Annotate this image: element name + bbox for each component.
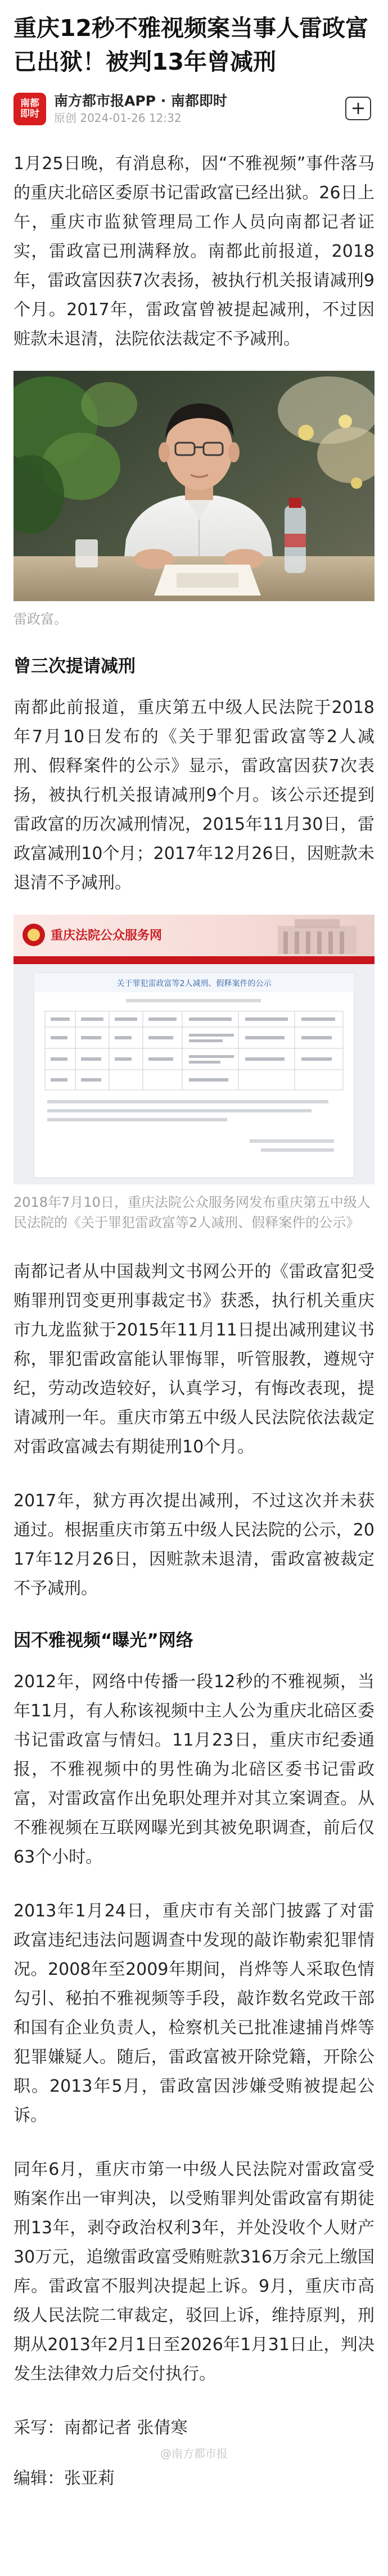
paragraph-6: 2013年1月24日，重庆市有关部门披露了对雷政富违纪违法问题调查中发现的敲诈勒索犯罪情况。2008年至2009年期间，肖烨等人采取色情勾引、秘拍不雅视频等手段，敲诈数名党政干部和国有企业负责人，检察机关已批准逮捕肖烨等犯罪嫌疑人。随后，雷政富被开除党籍，开除公职。2013年5月，雷政富因涉嫌受贿被提起公诉。 [13, 1901, 375, 2125]
paragraph-3: 南都记者从中国裁判文书网公开的《雷政富犯受贿罪刑罚变更刑事裁定书》获悉，执行机关重庆市九龙监狱于2015年11月11日提出减刑建议书称，罪犯雷政富能认罪悔罪，听管服教，遵规守纪，劳动改造较好，认真学习，有悔改表现，提请减刑一年。重庆市第五中级人民法院依法裁定对雷政富减去有期徒刑10个月。 [13, 1262, 375, 1457]
court-notice-title: 关于罪犯雷政富等2人减刑、假释案件的公示 [116, 979, 272, 988]
source-row [13, 91, 375, 127]
source-info [54, 92, 227, 126]
section-heading-1: 曾三次提请减刑 [13, 656, 136, 676]
paragraph-1: 1月25日晚，有消息称，因“不雅视频”事件落马的重庆北碚区委原书记雷政富已经出狱。26日上午，重庆市监狱管理局工作人员向南都记者证实，雷政富已刑满释放。南都此前报道，2018年，雷政富因获7次表扬，被执行机关报请减刑9个月。2017年，雷政富曾被提起减刑，不过因赃款未退清，法院依法裁定不予减刑。 [13, 154, 375, 349]
paragraph-2: 南都此前报道，重庆第五中级人民法院于2018年7月10日发布的《关于罪犯雷政富等2人减刑、假释案件的公示》显示，雷政富因获7次表扬，被执行机关报请减刑9个月。该公示还提到雷政富的历次减刑情况，2015年11月30日，雷政富减刑10个月；2017年12月26日，因赃款未退清不予减刑。 [13, 698, 375, 893]
writer-credit: 采写：南都记者 张倩寒 [13, 2418, 188, 2438]
court-screenshot-image [13, 915, 375, 1184]
court-screenshot-caption: 2018年7月10日，重庆法院公众服务网发布重庆第五中级人民法院的《关于罪犯雷政富等2人减刑、假释案件的公示》 [13, 1194, 371, 1230]
publish-meta: 原创 2024-01-26 12:32 [54, 111, 182, 125]
photo-lei-zhengfu[interactable] [13, 371, 375, 601]
watermark: @南方都市报 [160, 2447, 228, 2460]
plus-icon: + [350, 97, 366, 119]
paragraph-5: 2012年，网络中传播一段12秒的不雅视频，当年11月，有人称该视频中主人公为重庆北碚区委书记雷政富与情妇。11月23日，重庆市纪委通报，不雅视频中的男性确为北碚区委书记雷政富，对雷政富作出免职处理并对其立案调查。从不雅视频在互联网曝光到其被免职调查，前后仅63个小时。 [13, 1672, 375, 1867]
photo-image [13, 371, 375, 601]
court-website-screenshot[interactable] [13, 915, 375, 1184]
article-title: 重庆12秒不雅视频案当事人雷政富已出狱！被判13年曾减刑 [13, 15, 369, 75]
section-heading-2: 因不雅视频“曝光”网络 [13, 1630, 193, 1651]
paragraph-4: 2017年，狱方再次提出减刑，不过这次并未获通过。根据重庆市第五中级人民法院的公示，2017年12月26日，因赃款未退清，雷政富被裁定不予减刑。 [13, 1491, 375, 1598]
paragraph-7: 同年6月，重庆市第一中级人民法院对雷政富受贿案作出一审判决，以受贿罪判处雷政富有期徒刑13年，剥夺政治权利3年，并处没收个人财产30万元，追缴雷政富受贿赃款316万余元上缴国库。雷政富不服判决提起上诉。9月，重庆市高级人民法院二审裁定，驳回上诉，维持原判，刑期从2013年2月1日至2026年1月31日止，判决发生法律效力后交付执行。 [13, 2160, 375, 2384]
editor-credit: 编辑：张亚莉 [13, 2469, 115, 2488]
photo-caption: 雷政富。 [13, 611, 67, 627]
source-name[interactable]: 南方都市报APP · 南都即时 [54, 93, 227, 109]
avatar[interactable]: 南都即时 [13, 93, 46, 125]
court-site-name: 重庆法院公众服务网 [51, 929, 163, 943]
follow-button[interactable] [345, 97, 371, 120]
